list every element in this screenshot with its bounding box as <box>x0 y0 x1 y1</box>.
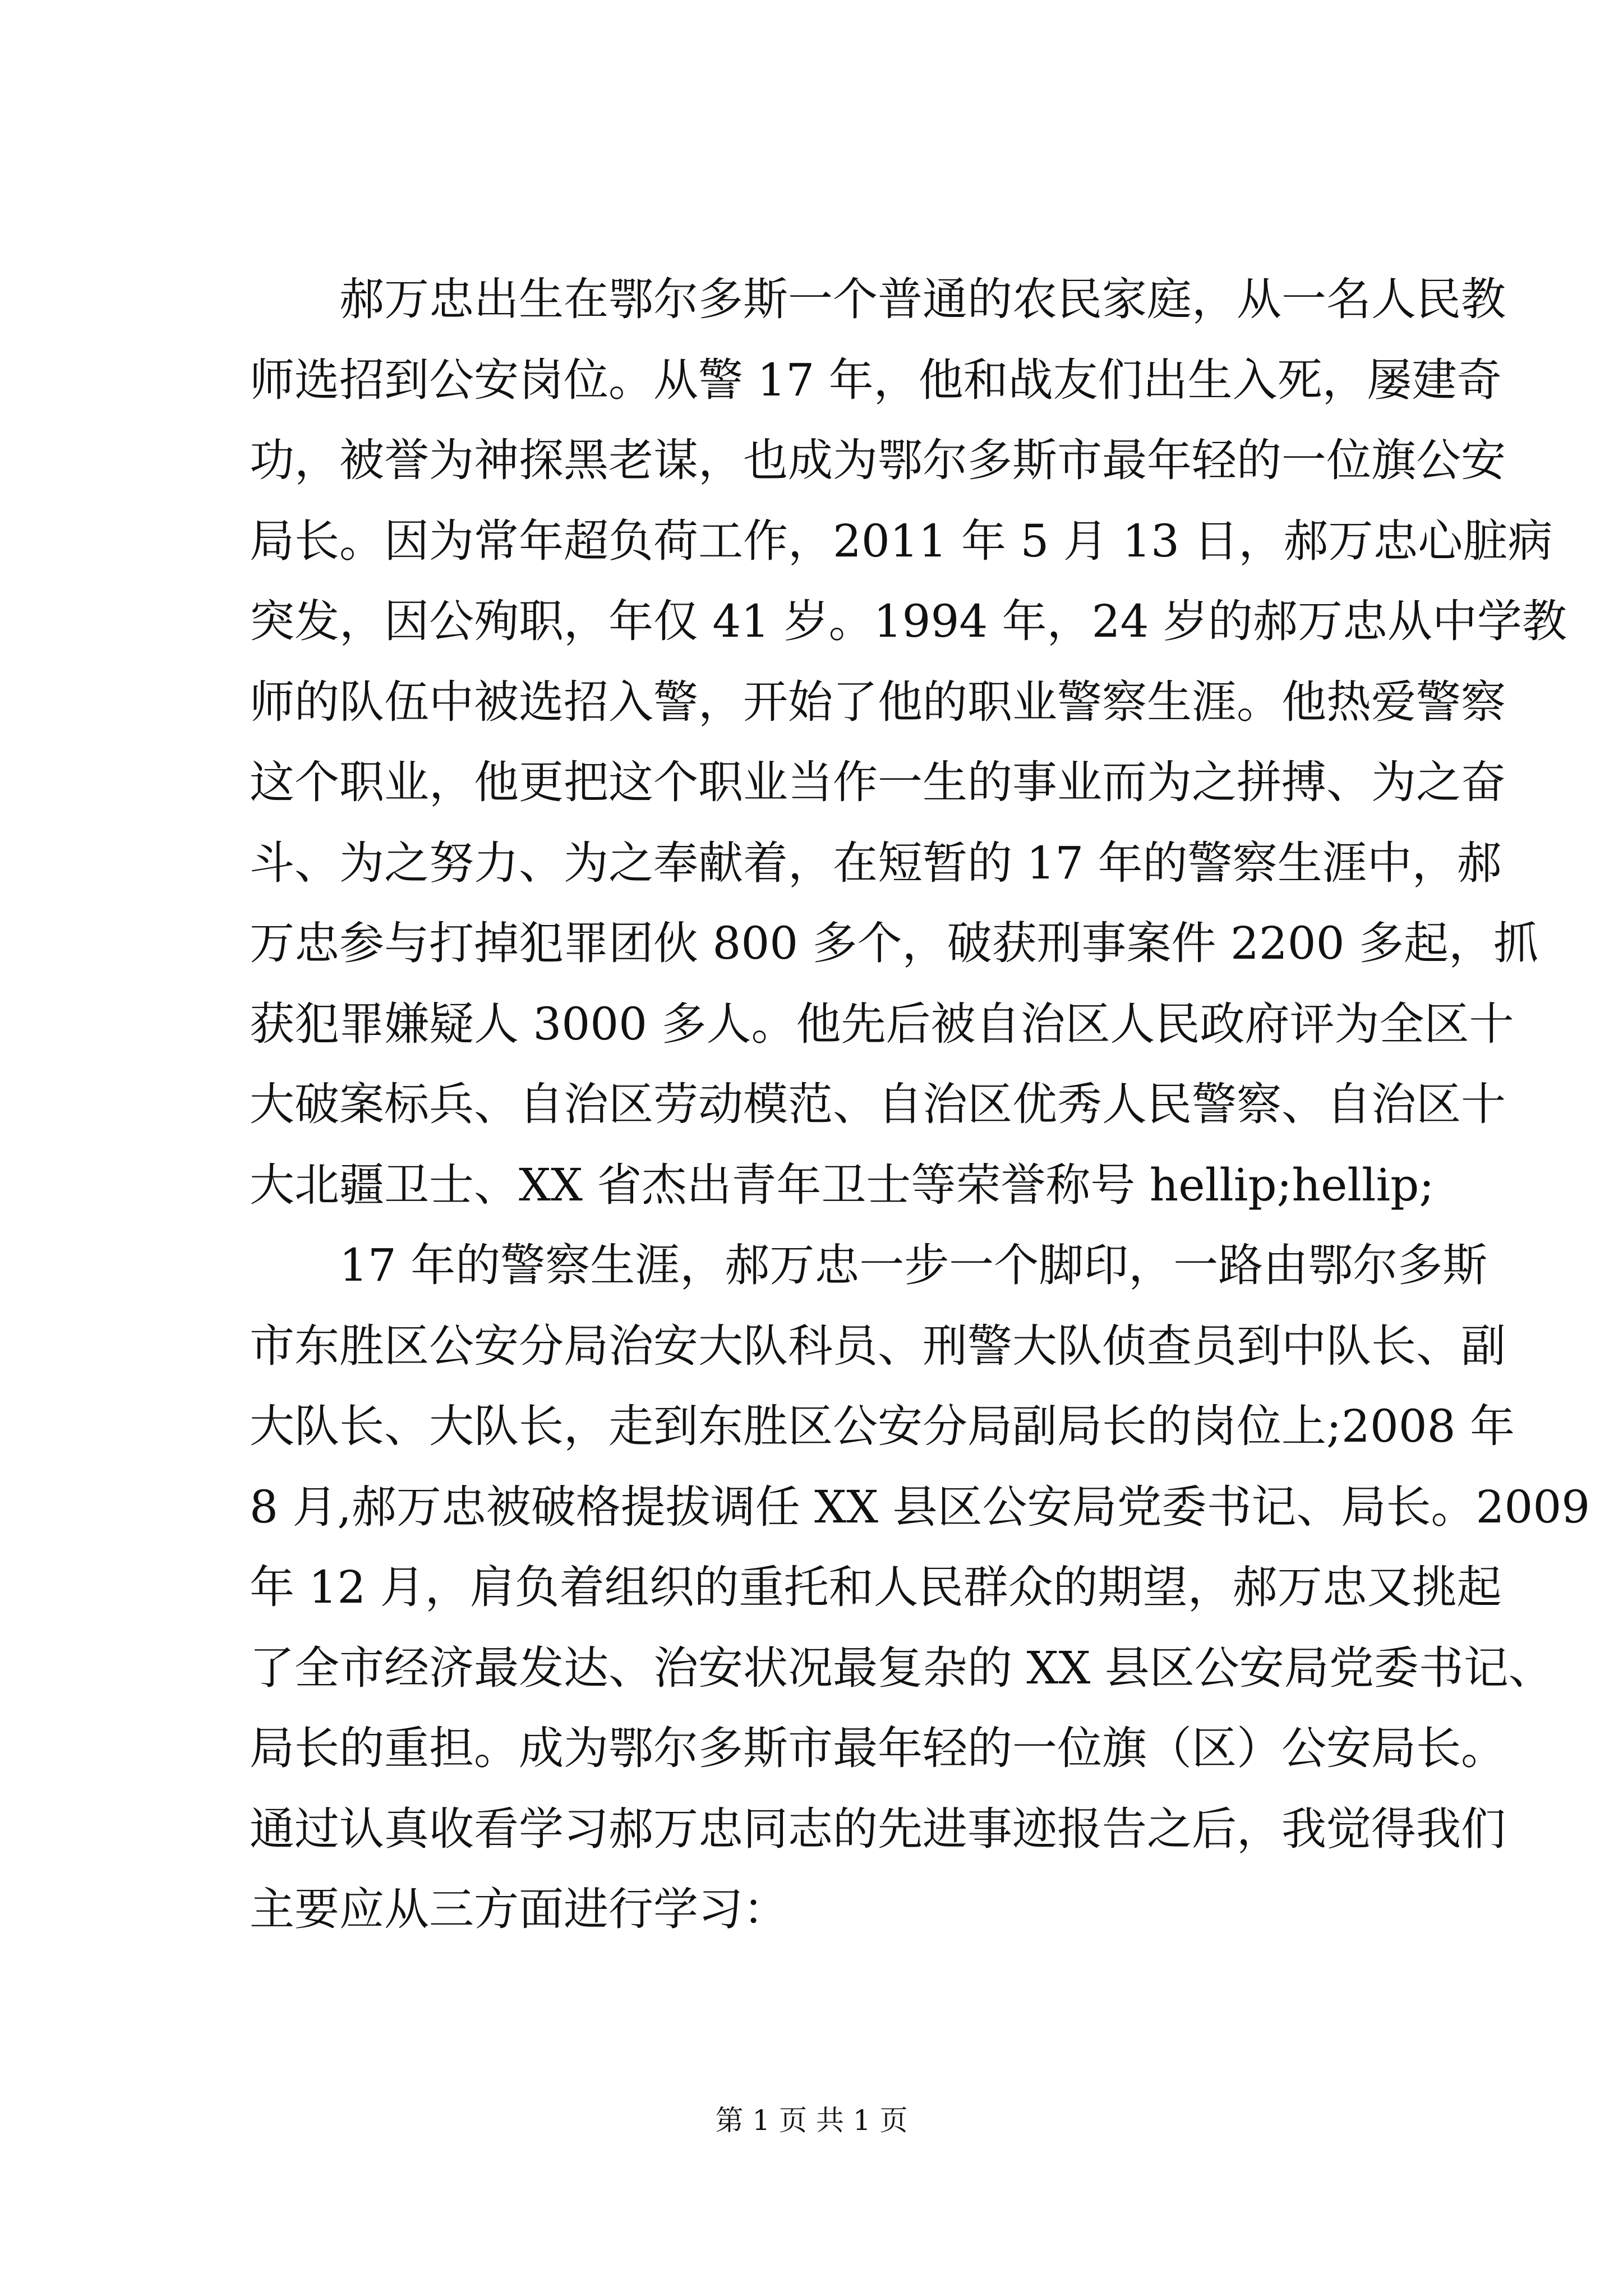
text-line: 师的队伍中被选招入警，开始了他的职业警察生涯。他热爱警察 <box>250 675 1506 728</box>
text-line: 斗、为之努力、为之奉献着，在短暂的 17 年的警察生涯中，郝 <box>250 836 1502 889</box>
text-line: 这个职业，他更把这个职业当作一生的事业而为之拼搏、为之奋 <box>250 756 1506 808</box>
text-line: 局长的重担。成为鄂尔多斯市最年轻的一位旗（区）公安局长。 <box>250 1722 1506 1774</box>
text-line: 万忠参与打掉犯罪团伙 800 多个，破获刑事案件 2200 多起，抓 <box>250 917 1539 969</box>
text-line: 8 月,郝万忠被破格提拔调任 XX 县区公安局党委书记、局长。2009 <box>250 1480 1590 1533</box>
paragraph-2 <box>250 1225 1590 1950</box>
text-line: 通过认真收看学习郝万忠同志的先进事迹报告之后，我觉得我们 <box>250 1802 1506 1855</box>
text-line: 功，被誉为神探黑老谋，也成为鄂尔多斯市最年轻的一位旗公安 <box>250 434 1506 486</box>
text-line: 大北疆卫士、XX 省杰出青年卫士等荣誉称号 hellip;hellip; <box>250 1158 1435 1211</box>
text-line: 突发，因公殉职，年仅 41 岁。1994 年，24 岁的郝万忠从中学教 <box>250 595 1567 647</box>
text-line: 主要应从三方面进行学习： <box>250 1883 788 1935</box>
text-line: 大队长、大队长，走到东胜区公安分局副局长的岗位上;2008 年 <box>250 1400 1515 1452</box>
page-footer <box>0 2101 1623 2140</box>
text-line: 郝万忠出生在鄂尔多斯一个普通的农民家庭，从一名人民教 <box>250 273 1506 325</box>
paragraph-1 <box>250 259 1567 1225</box>
document-body <box>250 259 1590 1950</box>
page-number: 第 1 页 共 1 页 <box>715 2104 908 2137</box>
text-line: 17 年的警察生涯，郝万忠一步一个脚印，一路由鄂尔多斯 <box>250 1239 1488 1291</box>
text-line: 师选招到公安岗位。从警 17 年，他和战友们出生入死，屡建奇 <box>250 353 1502 406</box>
text-line: 大破案标兵、自治区劳动模范、自治区优秀人民警察、自治区十 <box>250 1078 1506 1130</box>
text-line: 年 12 月，肩负着组织的重托和人民群众的期望，郝万忠又挑起 <box>250 1561 1502 1613</box>
text-line: 市东胜区公安分局治安大队科员、刑警大队侦查员到中队长、副 <box>250 1319 1506 1372</box>
text-line: 获犯罪嫌疑人 3000 多人。他先后被自治区人民政府评为全区十 <box>250 997 1514 1050</box>
text-line: 局长。因为常年超负荷工作，2011 年 5 月 13 日，郝万忠心脏病 <box>250 514 1553 567</box>
text-line: 了全市经济最发达、治安状况最复杂的 XX 县区公安局党委书记、 <box>250 1641 1553 1694</box>
